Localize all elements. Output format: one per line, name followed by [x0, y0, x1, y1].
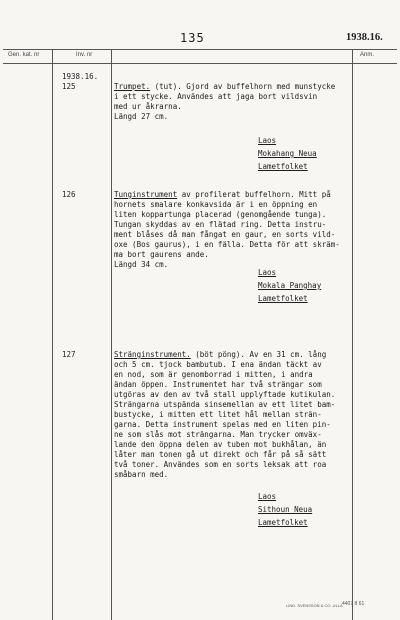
description-line: hornets smalare konkavsida är i en öppning en	[114, 200, 318, 209]
description-line: småbarn med.	[114, 470, 169, 479]
description-line: Längd 34 cm.	[114, 260, 169, 269]
inventory-number: 125	[62, 82, 76, 91]
item-title: Stränginstrument.	[114, 350, 191, 359]
description-line: Längd 27 cm.	[114, 112, 169, 121]
description-line: Strängarna utspända sinsemellan av ett litet bam-	[114, 400, 336, 409]
column-header-bar	[3, 49, 397, 64]
location-line: Laos	[258, 268, 277, 277]
location-line: Mokala Panghay	[258, 281, 322, 290]
description-line: en nod, som är genomborrad i mitten, i andra	[114, 370, 313, 379]
header-year: 1938.16.	[346, 32, 383, 43]
location-line: Lametfolket	[258, 294, 308, 303]
description-line: med ur åkrarna.	[114, 102, 182, 111]
description-line: låter man tonen gå ut direkt och får på så sätt	[114, 450, 327, 459]
printer-imprint: LIND. SVENSSON & CO. ULLA	[286, 603, 343, 608]
description-line	[114, 82, 335, 92]
description-line: garna. Detta instrument spelas med en liten pin-	[114, 420, 331, 429]
description-line: lande den öppna delen av tuben mot bukhålan, än	[114, 440, 327, 449]
description-line	[114, 190, 331, 200]
item-title: Trumpet.	[114, 82, 151, 91]
location-line: Laos	[258, 492, 277, 501]
description-line: i ett stycke. Användes att jaga bort vildsvin	[114, 92, 318, 101]
description-text: av profilerat buffelhorn. Mitt på	[177, 190, 331, 199]
column-label-gen-kat: Gen. kat. nr	[8, 52, 40, 58]
description-line: två toner. Användes som en sorts leksak att roa	[114, 460, 327, 469]
description-line: ändan öppen. Instrumentet har två strängar som	[114, 380, 322, 389]
column-divider-inv	[111, 50, 112, 620]
column-divider-gen-kat	[52, 50, 53, 620]
description-line: ne som slås mot strängarna. Man trycker omväx-	[114, 430, 322, 439]
location-line: Sithoun Neua	[258, 505, 313, 514]
description-line: bustycke, i mitten ett litet hål mellan strän-	[114, 410, 322, 419]
description-text: (böt pöng). Av en 31 cm. lång	[190, 350, 327, 359]
inventory-number: 127	[62, 350, 76, 359]
column-divider-anm	[352, 50, 353, 620]
description-line: liten koppartunga placerad (genomgående tunga).	[114, 210, 327, 219]
item-title: Tunginstrument	[114, 190, 178, 199]
description-text: (tut). Gjord av buffelhorn med munstycke	[150, 82, 336, 91]
location-line: Mokahang Neua	[258, 149, 317, 158]
description-line: oxe (Bos gaurus), i en fälla. Detta för att skräm-	[114, 240, 340, 249]
column-label-inv: Inv. nr	[76, 52, 93, 58]
inventory-number: 1938.16.	[62, 72, 99, 81]
column-label-anm: Anm.	[360, 52, 375, 58]
location-line: Laos	[258, 136, 277, 145]
page-number: 135	[180, 31, 205, 45]
description-line: ma bort gaurens ande.	[114, 250, 209, 259]
description-line	[114, 350, 326, 360]
description-line: och 5 cm. tjock bambutub. I ena ändan täckt av	[114, 360, 322, 369]
location-line: Lametfolket	[258, 518, 308, 527]
description-line: utgöras av den av två stall upplyftade kutikulan.	[114, 390, 336, 399]
location-line: Lametfolket	[258, 162, 308, 171]
description-line: ment blåses då man fångat en gaur, en sorts vild-	[114, 230, 336, 239]
description-line: Tungan skyddas av en flätad ring. Detta instru-	[114, 220, 327, 229]
form-code: 4407 8 61	[342, 601, 365, 607]
inventory-number: 126	[62, 190, 76, 199]
